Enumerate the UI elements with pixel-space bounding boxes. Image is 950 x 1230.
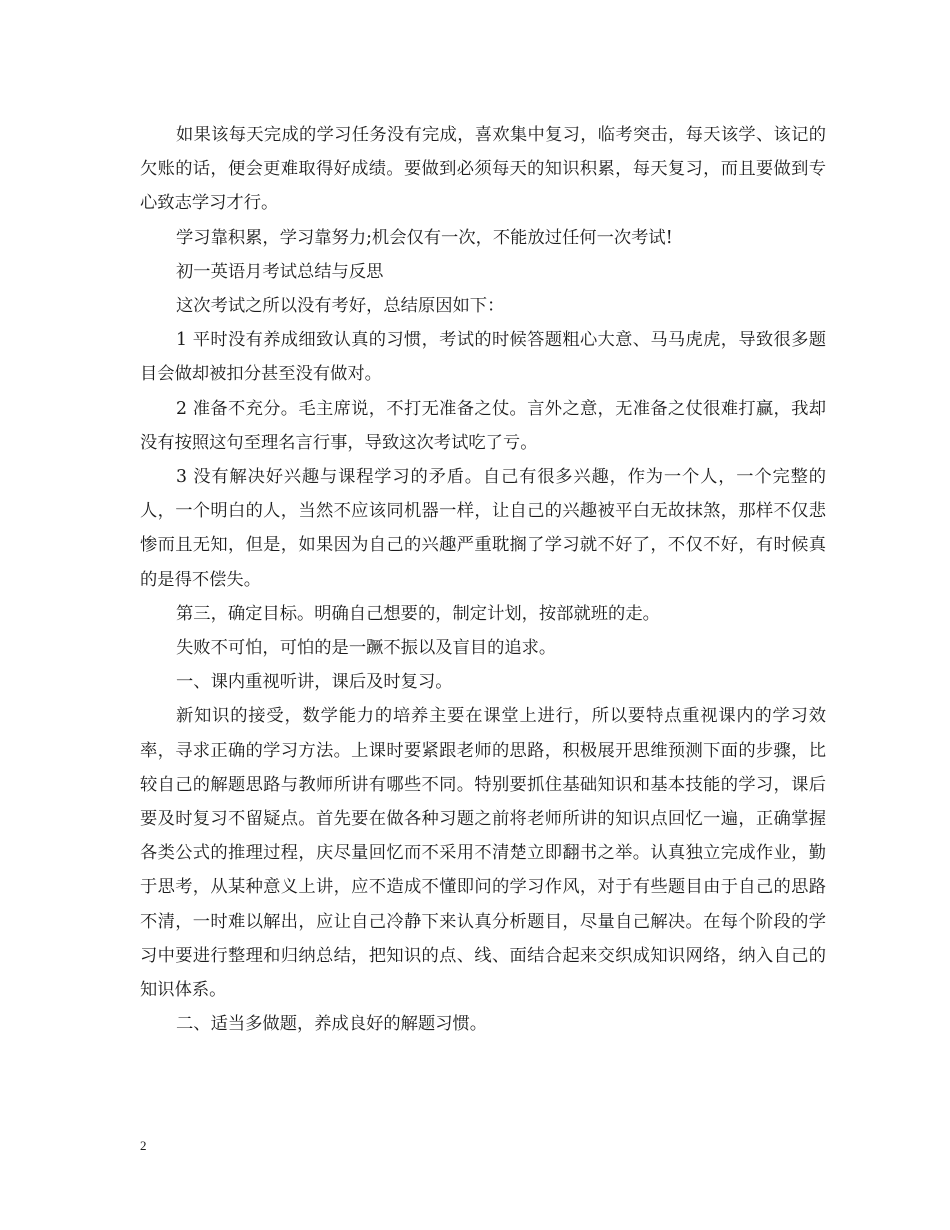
paragraph-12-heading: 二、适当多做题，养成良好的解题习惯。: [176, 1014, 488, 1035]
paragraph-3-heading: 初一英语月考试总结与反思: [176, 261, 384, 282]
paragraph-11: 新知识的接受，数学能力的培养主要在课堂上进行，所以要特点重视课内的学习效率，寻求正确的学习方法。上课时要紧跟老师的思路，积极展开思维预测下面的步骤，比较自己的解题思路与教师所讲有哪些不同。特别要抓住基础知识和基本技能的学习，课后要及时复习不留疑点。首先要在做各种习题之前将老师所讲的知识点回忆一遍，正确掌握各类公式的推理过程，庆尽量回忆而不采用不清楚立即翻书之举。认真独立完成作业，勤于思考，从某种意义上讲，应不造成不懂即问的学习作风，对于有些题目由于自己的思路不清，一时难以解出，应让自己冷静下来认真分析题目，尽量自己解决。在每个阶段的学习中要进行整理和归纳总结，把知识的点、线、面结合起来交织成知识网络，纳入自己的知识体系。: [140, 706, 826, 1001]
paragraph-6: 2 准备不充分。毛主席说，不打无准备之仗。言外之意，无准备之仗很难打赢，我却没有按照这句至理名言行事，导致这次考试吃了亏。: [140, 398, 826, 453]
paragraph-8: 第三，确定目标。明确自己想要的，制定计划，按部就班的走。: [176, 603, 660, 624]
paragraph-1: 如果该每天完成的学习任务没有完成，喜欢集中复习，临考突击，每天该学、该记的欠账的话，便会更难取得好成绩。要做到必须每天的知识积累，每天复习，而且要做到专心致志学习才行。: [140, 125, 826, 214]
paragraph-7: 3 没有解决好兴趣与课程学习的矛盾。自己有很多兴趣，作为一个人，一个完整的人，一个明白的人，当然不应该同机器一样，让自己的兴趣被平白无故抹煞，那样不仅悲惨而且无知，但是，如果因为自己的兴趣严重耽搁了学习就不好了，不仅不好，有时候真的是得不偿失。: [140, 467, 826, 590]
page-number: 2: [140, 1138, 147, 1153]
document-body: [140, 118, 826, 1041]
paragraph-2: 学习靠积累，学习靠努力;机会仅有一次，不能放过任何一次考试!: [176, 227, 673, 248]
paragraph-5: 1 平时没有养成细致认真的习惯，考试的时候答题粗心大意、马马虎虎，导致很多题目会做却被扣分甚至没有做对。: [140, 330, 826, 385]
paragraph-9: 失败不可怕，可怕的是一蹶不振以及盲目的追求。: [176, 638, 557, 659]
paragraph-10-heading: 一、课内重视听讲，课后及时复习。: [176, 672, 453, 693]
paragraph-4: 这次考试之所以没有考好，总结原因如下：: [176, 296, 505, 317]
